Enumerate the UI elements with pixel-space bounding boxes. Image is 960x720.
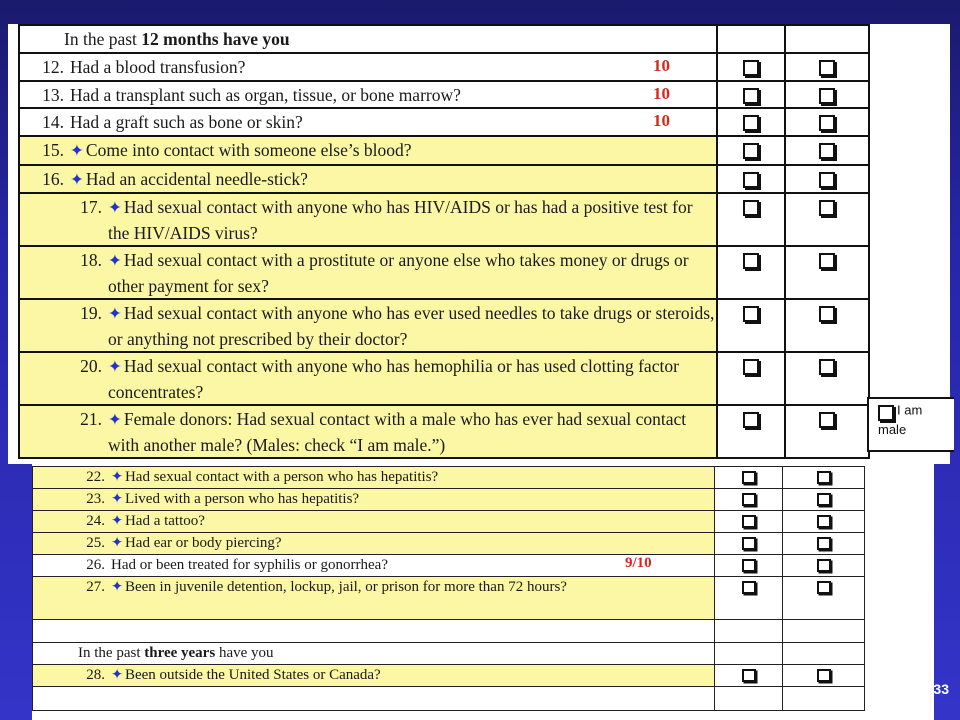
answer-cell — [785, 53, 869, 81]
diamond-icon: ✦ — [108, 357, 122, 376]
question-number: 18. — [80, 250, 102, 270]
checkbox-icon[interactable] — [742, 537, 756, 550]
checkbox-icon[interactable] — [742, 559, 756, 572]
blank-cell — [783, 687, 865, 711]
checkbox-icon[interactable] — [743, 253, 759, 269]
blank-cell — [715, 687, 783, 711]
answer-cell — [783, 555, 865, 577]
answer-cell — [783, 489, 865, 511]
answer-cell — [717, 193, 785, 246]
question-cell — [33, 555, 715, 577]
question-number: 20. — [80, 356, 102, 376]
question-row — [19, 53, 869, 81]
answer-cell — [783, 665, 865, 687]
answer-cell — [717, 165, 785, 194]
checkbox-icon[interactable] — [817, 493, 831, 506]
diamond-icon: ✦ — [111, 535, 123, 551]
question-text: Had or been treated for syphilis or gonorrhea? — [111, 557, 388, 573]
question-row — [33, 665, 865, 687]
checkbox-icon[interactable] — [819, 200, 835, 216]
deferral-code: 9/10 — [625, 555, 652, 571]
section-header-row — [33, 643, 865, 665]
question-cell — [19, 108, 717, 136]
question-cell — [19, 81, 717, 109]
question-cell — [19, 405, 717, 458]
question-row — [19, 165, 869, 194]
question-text: Had sexual contact with anyone who has hemophilia or has used clotting factor concentrates? — [108, 356, 679, 402]
question-text: Lived with a person who has hepatitis? — [124, 491, 360, 507]
answer-cell — [715, 665, 783, 687]
diamond-icon: ✦ — [111, 491, 123, 507]
top-form-panel — [8, 24, 950, 464]
question-cell — [19, 246, 717, 299]
question-row — [33, 533, 865, 555]
checkbox-icon[interactable] — [742, 581, 756, 594]
question-number: 16. — [42, 168, 64, 189]
checkbox-icon[interactable] — [743, 172, 759, 188]
i-am-male-option[interactable]: I am male — [867, 397, 954, 452]
checkbox-icon[interactable] — [819, 115, 835, 131]
question-number: 15. — [42, 140, 64, 160]
question-number: 17. — [80, 197, 102, 217]
answer-cell — [717, 299, 785, 352]
blank-cell — [715, 620, 783, 643]
section-header: In the past 12 months have you — [19, 25, 717, 53]
checkbox-icon[interactable] — [743, 88, 759, 104]
question-text: Come into contact with someone else’s blood? — [85, 140, 412, 160]
question-row — [19, 299, 869, 352]
checkbox-icon[interactable] — [819, 253, 835, 269]
checkbox-icon[interactable] — [743, 60, 759, 76]
checkbox-icon[interactable] — [743, 115, 759, 131]
question-number: 12. — [42, 56, 64, 77]
answer-cell — [785, 81, 869, 109]
checkbox-icon[interactable] — [819, 412, 835, 428]
answer-cell — [715, 489, 783, 511]
answer-cell — [783, 467, 865, 489]
answer-cell — [715, 533, 783, 555]
question-row — [33, 577, 865, 620]
question-cell — [19, 165, 717, 194]
question-text: Had sexual contact with a person who has hepatitis? — [124, 469, 439, 485]
question-row — [19, 352, 869, 405]
diamond-icon: ✦ — [70, 141, 84, 160]
answer-cell — [715, 467, 783, 489]
question-number: 19. — [80, 303, 102, 323]
question-row — [19, 136, 869, 165]
question-cell — [33, 467, 715, 489]
section-header: In the past three years have you — [33, 643, 715, 665]
checkbox-icon[interactable] — [742, 515, 756, 528]
checkbox-icon[interactable] — [878, 405, 894, 421]
answer-cell — [717, 108, 785, 136]
question-text: Had sexual contact with anyone who has ever used needles to take drugs or steroids, or anything not prescribed by their doctor? — [108, 303, 715, 349]
section-header-row — [19, 25, 869, 53]
deferral-code: 10 — [653, 83, 670, 103]
checkbox-icon[interactable] — [817, 581, 831, 594]
answer-cell — [785, 405, 869, 458]
checkbox-icon[interactable] — [819, 306, 835, 322]
question-number: 24. — [86, 513, 105, 529]
answer-cell — [717, 246, 785, 299]
question-row — [33, 555, 865, 577]
diamond-icon: ✦ — [70, 169, 84, 189]
diamond-icon: ✦ — [108, 251, 122, 270]
answer-cell — [717, 81, 785, 109]
answer-cell — [785, 193, 869, 246]
question-row — [19, 108, 869, 136]
answer-cell — [715, 555, 783, 577]
top-questionnaire-table — [18, 24, 870, 459]
answer-cell — [715, 643, 783, 665]
answer-cell — [785, 25, 869, 53]
question-number: 21. — [80, 409, 102, 429]
checkbox-icon[interactable] — [817, 471, 831, 484]
answer-cell — [717, 53, 785, 81]
diamond-icon: ✦ — [108, 198, 122, 217]
checkbox-icon[interactable] — [742, 669, 756, 682]
checkbox-icon[interactable] — [817, 537, 831, 550]
answer-cell — [717, 352, 785, 405]
blank-cell — [33, 620, 715, 643]
question-number: 28. — [86, 667, 105, 683]
question-row — [19, 81, 869, 109]
question-row — [19, 405, 869, 458]
question-text: Had ear or body piercing? — [124, 535, 282, 551]
checkbox-icon[interactable] — [743, 359, 759, 375]
question-number: 13. — [42, 84, 64, 105]
page-number: 33 — [933, 681, 949, 697]
answer-cell — [717, 405, 785, 458]
question-number: 26. — [86, 557, 105, 573]
question-row — [33, 511, 865, 533]
answer-cell — [715, 577, 783, 620]
blank-cell — [783, 620, 865, 643]
checkbox-icon[interactable] — [819, 143, 835, 159]
checkbox-icon[interactable] — [743, 200, 759, 216]
checkbox-icon[interactable] — [819, 60, 835, 76]
diamond-icon: ✦ — [108, 304, 122, 323]
question-cell — [33, 665, 715, 687]
checkbox-icon[interactable] — [817, 559, 831, 572]
answer-cell — [717, 25, 785, 53]
question-row — [33, 489, 865, 511]
question-text: Had a transplant such as organ, tissue, or bone marrow? — [70, 84, 461, 105]
question-text: Been outside the United States or Canada? — [124, 667, 381, 683]
question-cell — [19, 136, 717, 165]
question-row — [19, 193, 869, 246]
answer-cell — [785, 165, 869, 194]
checkbox-icon[interactable] — [743, 143, 759, 159]
question-text: Had a tattoo? — [124, 513, 205, 529]
question-text: Had a graft such as bone or skin? — [70, 112, 303, 132]
question-row — [19, 246, 869, 299]
blank-row — [33, 687, 865, 711]
diamond-icon: ✦ — [108, 410, 122, 429]
diamond-icon: ✦ — [111, 667, 123, 683]
answer-cell — [783, 643, 865, 665]
question-text: Female donors: Had sexual contact with a male who has ever had sexual contact with another male? (Males: check “I am male.”) — [108, 409, 687, 455]
checkbox-icon[interactable] — [817, 515, 831, 528]
question-row — [33, 467, 865, 489]
diamond-icon: ✦ — [111, 579, 123, 595]
question-cell — [19, 352, 717, 405]
question-text: Been in juvenile detention, lockup, jail, or prison for more than 72 hours? — [124, 579, 567, 595]
deferral-code: 10 — [653, 111, 670, 130]
checkbox-icon[interactable] — [817, 669, 831, 682]
answer-cell — [783, 533, 865, 555]
checkbox-icon[interactable] — [819, 359, 835, 375]
question-text: Had a blood transfusion? — [70, 56, 246, 77]
checkbox-icon[interactable] — [819, 88, 835, 104]
question-number: 27. — [86, 579, 105, 595]
blank-row — [33, 620, 865, 643]
question-number: 22. — [86, 469, 105, 485]
question-cell — [33, 577, 715, 620]
checkbox-icon[interactable] — [742, 493, 756, 506]
checkbox-icon[interactable] — [743, 412, 759, 428]
question-number: 14. — [42, 112, 64, 132]
question-cell — [19, 299, 717, 352]
bottom-questionnaire-table — [32, 466, 865, 711]
diamond-icon: ✦ — [111, 469, 123, 485]
answer-cell — [785, 246, 869, 299]
checkbox-icon[interactable] — [742, 471, 756, 484]
bottom-form-panel — [32, 462, 934, 720]
checkbox-icon[interactable] — [819, 172, 835, 188]
checkbox-icon[interactable] — [743, 306, 759, 322]
question-text: Had sexual contact with a prostitute or anyone else who takes money or drugs or other payment for sex? — [108, 250, 689, 296]
question-cell — [19, 193, 717, 246]
question-text: Had sexual contact with anyone who has HIV/AIDS or has had a positive test for the HIV/AIDS virus? — [108, 197, 693, 243]
question-text: Had an accidental needle-stick? — [85, 168, 308, 189]
answer-cell — [785, 299, 869, 352]
answer-cell — [785, 136, 869, 165]
blank-cell — [33, 687, 715, 711]
answer-cell — [785, 352, 869, 405]
answer-cell — [717, 136, 785, 165]
deferral-code: 10 — [653, 55, 670, 75]
answer-cell — [715, 511, 783, 533]
diamond-icon: ✦ — [111, 513, 123, 529]
answer-cell — [783, 577, 865, 620]
question-cell — [33, 489, 715, 511]
answer-cell — [785, 108, 869, 136]
question-cell — [33, 511, 715, 533]
answer-cell — [783, 511, 865, 533]
question-number: 23. — [86, 491, 105, 507]
question-cell — [33, 533, 715, 555]
question-cell — [19, 53, 717, 81]
question-number: 25. — [86, 535, 105, 551]
